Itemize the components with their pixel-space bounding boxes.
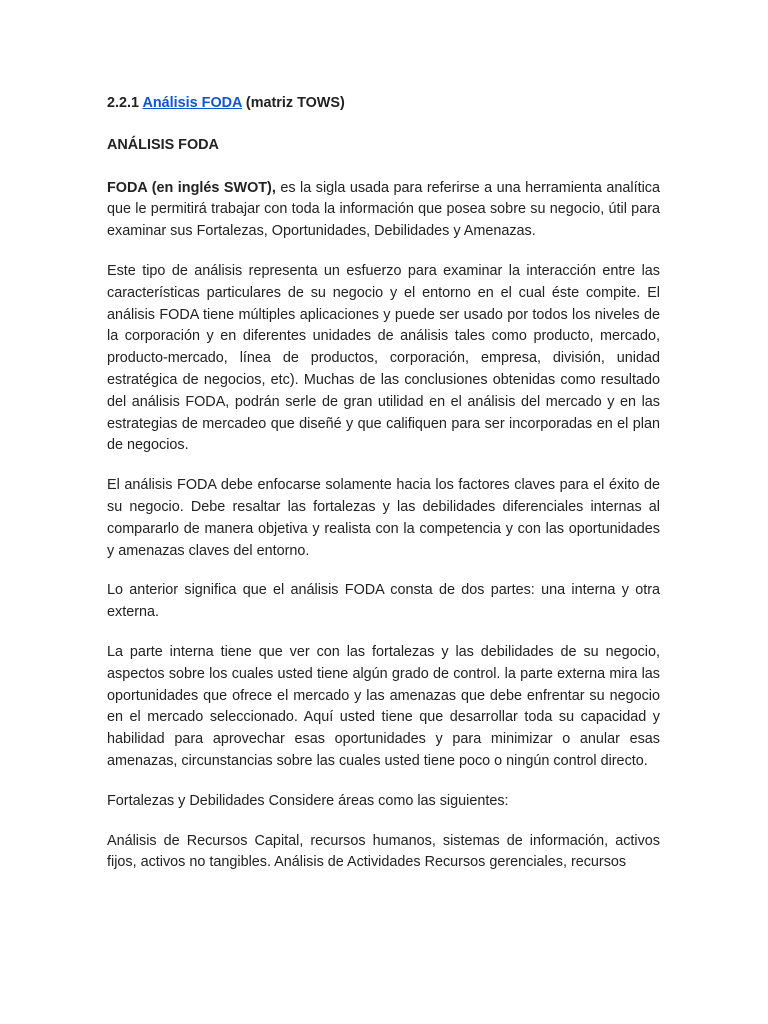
paragraph-5: La parte interna tiene que ver con las fortalezas y las debilidades de su negocio, aspectos sobre los cuales usted tiene algún grado de control. la parte externa mira las oportunidades que ofrece el mercado y las amenazas que debe enfrentar su negocio en el mercado seleccionado. Aquí usted tiene que desarrollar toda su capacidad y habilidad para aprovechar esas oportunidades y para minimizar o anular esas amenazas, circunstancias sobre las cuales usted tiene poco o ningún control directo. bbox=[107, 643, 660, 769]
paragraph-7: Análisis de Recursos Capital, recursos humanos, sistemas de información, activos fijos, activos no tangibles. Análisis de Actividades Recursos gerenciales, recursos bbox=[107, 832, 660, 871]
section-heading bbox=[107, 93, 660, 115]
paragraph-1-text: es la sigla usada para referirse a una herramienta analítica que le permitirá trabajar con toda la información que posea sobre su negocio, útil para examinar sus Fortalezas, Oportunidades, Debilidades y Amenazas. bbox=[107, 179, 661, 240]
paragraph-4: Lo anterior significa que el análisis FODA consta de dos partes: una interna y otra externa. bbox=[107, 582, 660, 621]
paragraph-1-lead: FODA (en inglés SWOT), bbox=[107, 179, 276, 196]
document-page bbox=[107, 93, 660, 874]
analisis-foda-link[interactable]: Análisis FODA bbox=[142, 95, 242, 111]
paragraph-1 bbox=[107, 178, 660, 243]
heading-number: 2.2.1 bbox=[107, 95, 140, 111]
heading-suffix: (matriz TOWS) bbox=[245, 95, 345, 111]
section-title: ANÁLISIS FODA bbox=[107, 136, 219, 153]
paragraph-2: Este tipo de análisis representa un esfuerzo para examinar la interacción entre las características particulares de su negocio y el entorno en el cual éste compite. El análisis FODA tiene múltiples aplicaciones y puede ser usado por todos los niveles de la corporación y en diferentes unidades de análisis tales como producto, mercado, producto-mercado, línea de productos, corporación, empresa, división, unidad estratégica de negocios, etc). Muchas de las conclusiones obtenidas como resultado del análisis FODA, podrán serle de gran utilidad en el análisis del mercado y en las estrategias de mercadeo que diseñé y que califiquen para ser incorporadas en el plan de negocios. bbox=[107, 262, 660, 454]
paragraph-6: Fortalezas y Debilidades Considere áreas como las siguientes: bbox=[107, 792, 509, 809]
paragraph-3: El análisis FODA debe enfocarse solamente hacia los factores claves para el éxito de su negocio. Debe resaltar las fortalezas y las debilidades diferenciales internas al compararlo de manera objetiva y realista con la competencia y con las oportunidades y amenazas claves del entorno. bbox=[107, 477, 660, 559]
